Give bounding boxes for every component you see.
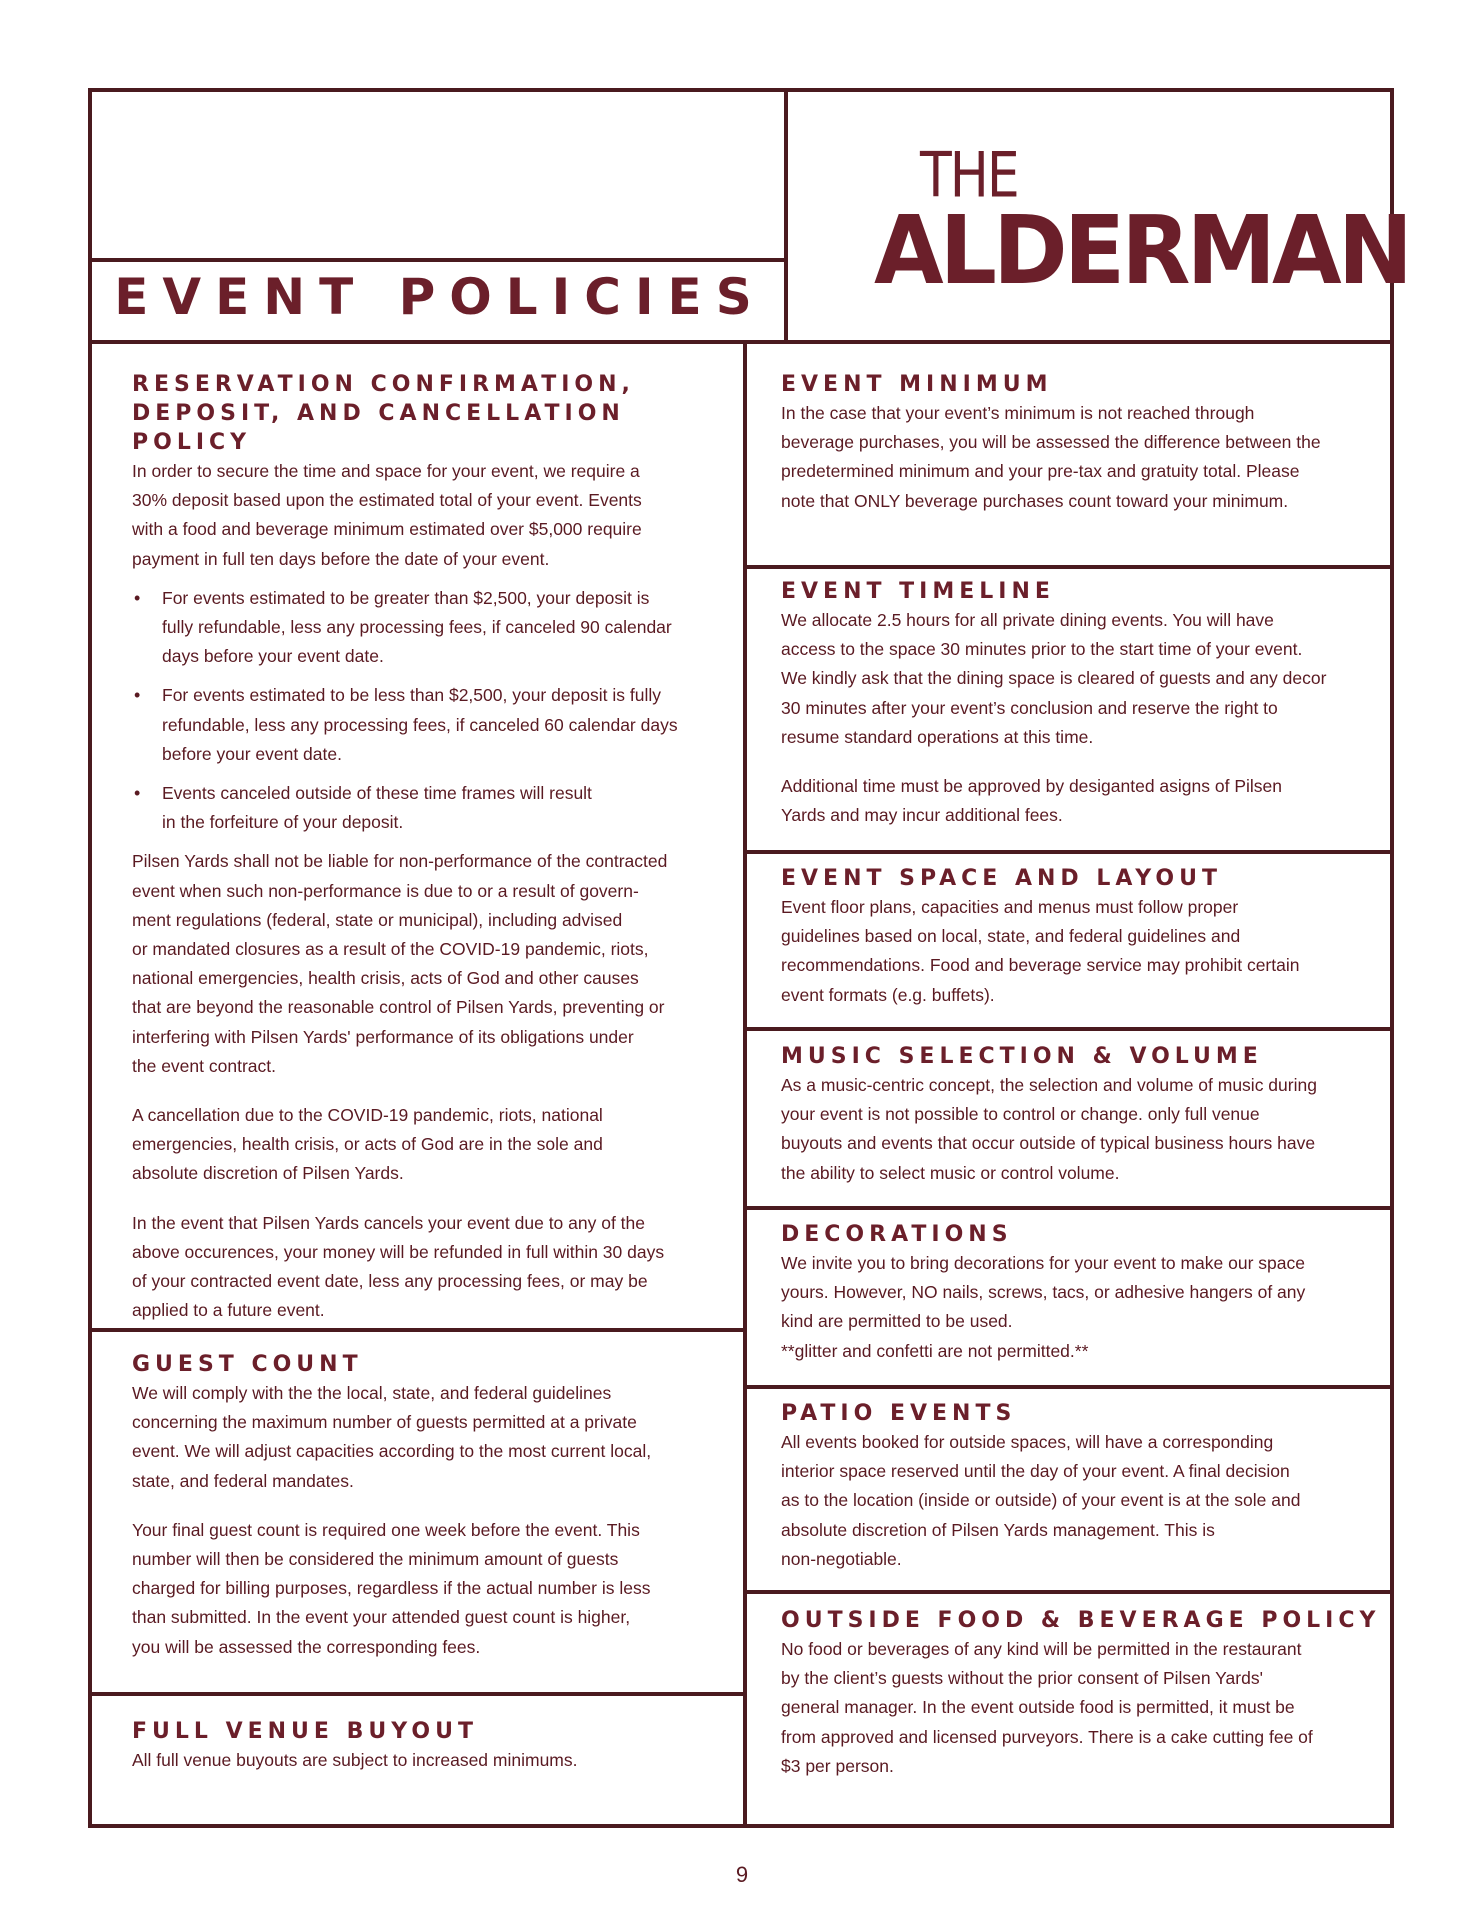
page-number: 9 (735, 1862, 749, 1887)
minimum-heading: EVENT MINIMUM (781, 372, 1053, 397)
guest-count-section (132, 1350, 732, 1662)
decorations-paragraph: We invite you to bring decorations for your event to make our space yours. However, NO nails, screws, tacs, or adhesive hangers of any kind are permitted to be used. **glitter and confetti are not permitted.** (781, 1253, 1306, 1361)
right-rule-6 (743, 1590, 1394, 1594)
patio-heading: PATIO EVENTS (781, 1401, 1017, 1426)
buyout-section (132, 1717, 732, 1775)
layout-section (781, 864, 1381, 1010)
left-rule-1 (88, 1328, 745, 1332)
patio-section (781, 1399, 1381, 1574)
page-title: EVENT POLICIES (114, 268, 766, 326)
guest-count-paragraph-2: Your final guest count is required one week before the event. This number will then be considered the minimum amount of guests charged for billing purposes, regardless if the actual number is less than submitted. In the event your attended guest count is higher, you will be assessed the corresponding fees. (132, 1519, 651, 1657)
minimum-paragraph: In the case that your event’s minimum is not reached through beverage purchases, you will be assessed the difference between the predetermined minimum and your pre-tax and gratuity total. Please note that ONLY beverage purchases count toward your minimum. (781, 403, 1321, 511)
reservation-bullets (132, 584, 732, 838)
liability-paragraph: Pilsen Yards shall not be liable for non-performance of the contracted event when such non-performance is due to or a result of govern- ment regulations (federal, state or municipal), including advised or mandated closures as a result of the COVID-19 pandemic, riots, national emergencies, health crisis, acts of God and other causes that are beyond the reasonable control of Pilsen Yards, preventing or interfering with Pilsen Yards' performance of its obligations under the event contract. (132, 851, 668, 1076)
bullet-item: • Events canceled outside of these time frames will result in the forfeiture of your deposit. (132, 779, 732, 837)
reservation-heading: RESERVATION CONFIRMATION, DEPOSIT, AND CANCELLATION POLICY (132, 372, 635, 455)
timeline-heading: EVENT TIMELINE (781, 579, 1055, 604)
right-rule-1 (743, 565, 1394, 569)
patio-paragraph: All events booked for outside spaces, will have a corresponding interior space reserved until the day of your event. A final decision as to the location (inside or outside) of your event is at the sole and absolute discretion of Pilsen Yards management. This is non-negotiable. (781, 1432, 1301, 1569)
timeline-section (781, 577, 1381, 830)
column-divider (743, 340, 747, 1828)
timeline-paragraph-1: We allocate 2.5 hours for all private dining events. You will have access to the space 30 minutes prior to the start time of your event. We kindly ask that the dining space is cleared of guests and any decor 30 minutes after your event’s conclusion and reserve the right to resume standard operations at this time. (781, 610, 1327, 747)
right-rule-3 (743, 1027, 1394, 1031)
title-rule-top (88, 258, 786, 262)
right-rule-5 (743, 1385, 1394, 1389)
decorations-section (781, 1220, 1381, 1366)
reservation-section (132, 370, 732, 1325)
timeline-paragraph-2: Additional time must be approved by desiganted asigns of Pilsen Yards and may incur additional fees. (781, 776, 1282, 826)
buyout-paragraph: All full venue buyouts are subject to increased minimums. (132, 1750, 578, 1770)
logo-name-text: ALDERMAN (874, 196, 1410, 307)
covid-paragraph: A cancellation due to the COVID-19 pandemic, riots, national emergencies, health crisis, or acts of God are in the sole and absolute discretion of Pilsen Yards. (132, 1105, 603, 1184)
minimum-section (781, 370, 1381, 516)
outside-food-section (781, 1606, 1381, 1781)
layout-heading: EVENT SPACE AND LAYOUT (781, 866, 1222, 891)
layout-paragraph: Event floor plans, capacities and menus must follow proper guidelines based on local, state, and federal guidelines and recommendations. Food and beverage service may prohibit certain event formats (e.g. buffets). (781, 897, 1300, 1005)
outside-food-heading: OUTSIDE FOOD & BEVERAGE POLICY (781, 1608, 1381, 1633)
logo-the-text: THE (920, 140, 1018, 212)
music-paragraph: As a music-centric concept, the selection and volume of music during your event is not possible to control or change. only full venue buyouts and events that occur outside of typical business hours have the ability to select music or control volume. (781, 1075, 1317, 1183)
right-rule-2 (743, 850, 1394, 854)
header-rule-bottom (88, 340, 1394, 344)
music-section (781, 1042, 1381, 1188)
right-rule-4 (743, 1206, 1394, 1210)
decorations-heading: DECORATIONS (781, 1222, 1013, 1247)
bullet-item: • For events estimated to be greater than $2,500, your deposit is fully refundable, less any processing fees, if canceled 90 calendar days before your event date. (132, 584, 732, 672)
bullet-item: • For events estimated to be less than $2,500, your deposit is fully refundable, less any processing fees, if canceled 60 calendar days before your event date. (132, 681, 732, 769)
left-rule-2 (88, 1692, 745, 1696)
reservation-intro: In order to secure the time and space for your event, we require a 30% deposit based upon the estimated total of your event. Events with a food and beverage minimum estimated over $5,000 require payment in full ten days before the date of your event. (132, 461, 642, 569)
refund-paragraph: In the event that Pilsen Yards cancels your event due to any of the above occurences, your money will be refunded in full within 30 days of your contracted event date, less any processing fees, or may be applied to a future event. (132, 1212, 665, 1321)
buyout-heading: FULL VENUE BUYOUT (132, 1719, 478, 1744)
outside-food-paragraph: No food or beverages of any kind will be permitted in the restaurant by the client’s guests without the prior consent of Pilsen Yards' general manager. In the event outside food is permitted, it must be from approved and licensed purveyors. There is a cake cutting fee of $3 per person. (781, 1639, 1313, 1776)
guest-count-heading: GUEST COUNT (132, 1352, 363, 1377)
guest-count-paragraph-1: We will comply with the the local, state, and federal guidelines concerning the maximum number of guests permitted at a private event. We will adjust capacities according to the most current local, state, and federal mandates. (132, 1383, 652, 1491)
music-heading: MUSIC SELECTION & VOLUME (781, 1044, 1263, 1069)
